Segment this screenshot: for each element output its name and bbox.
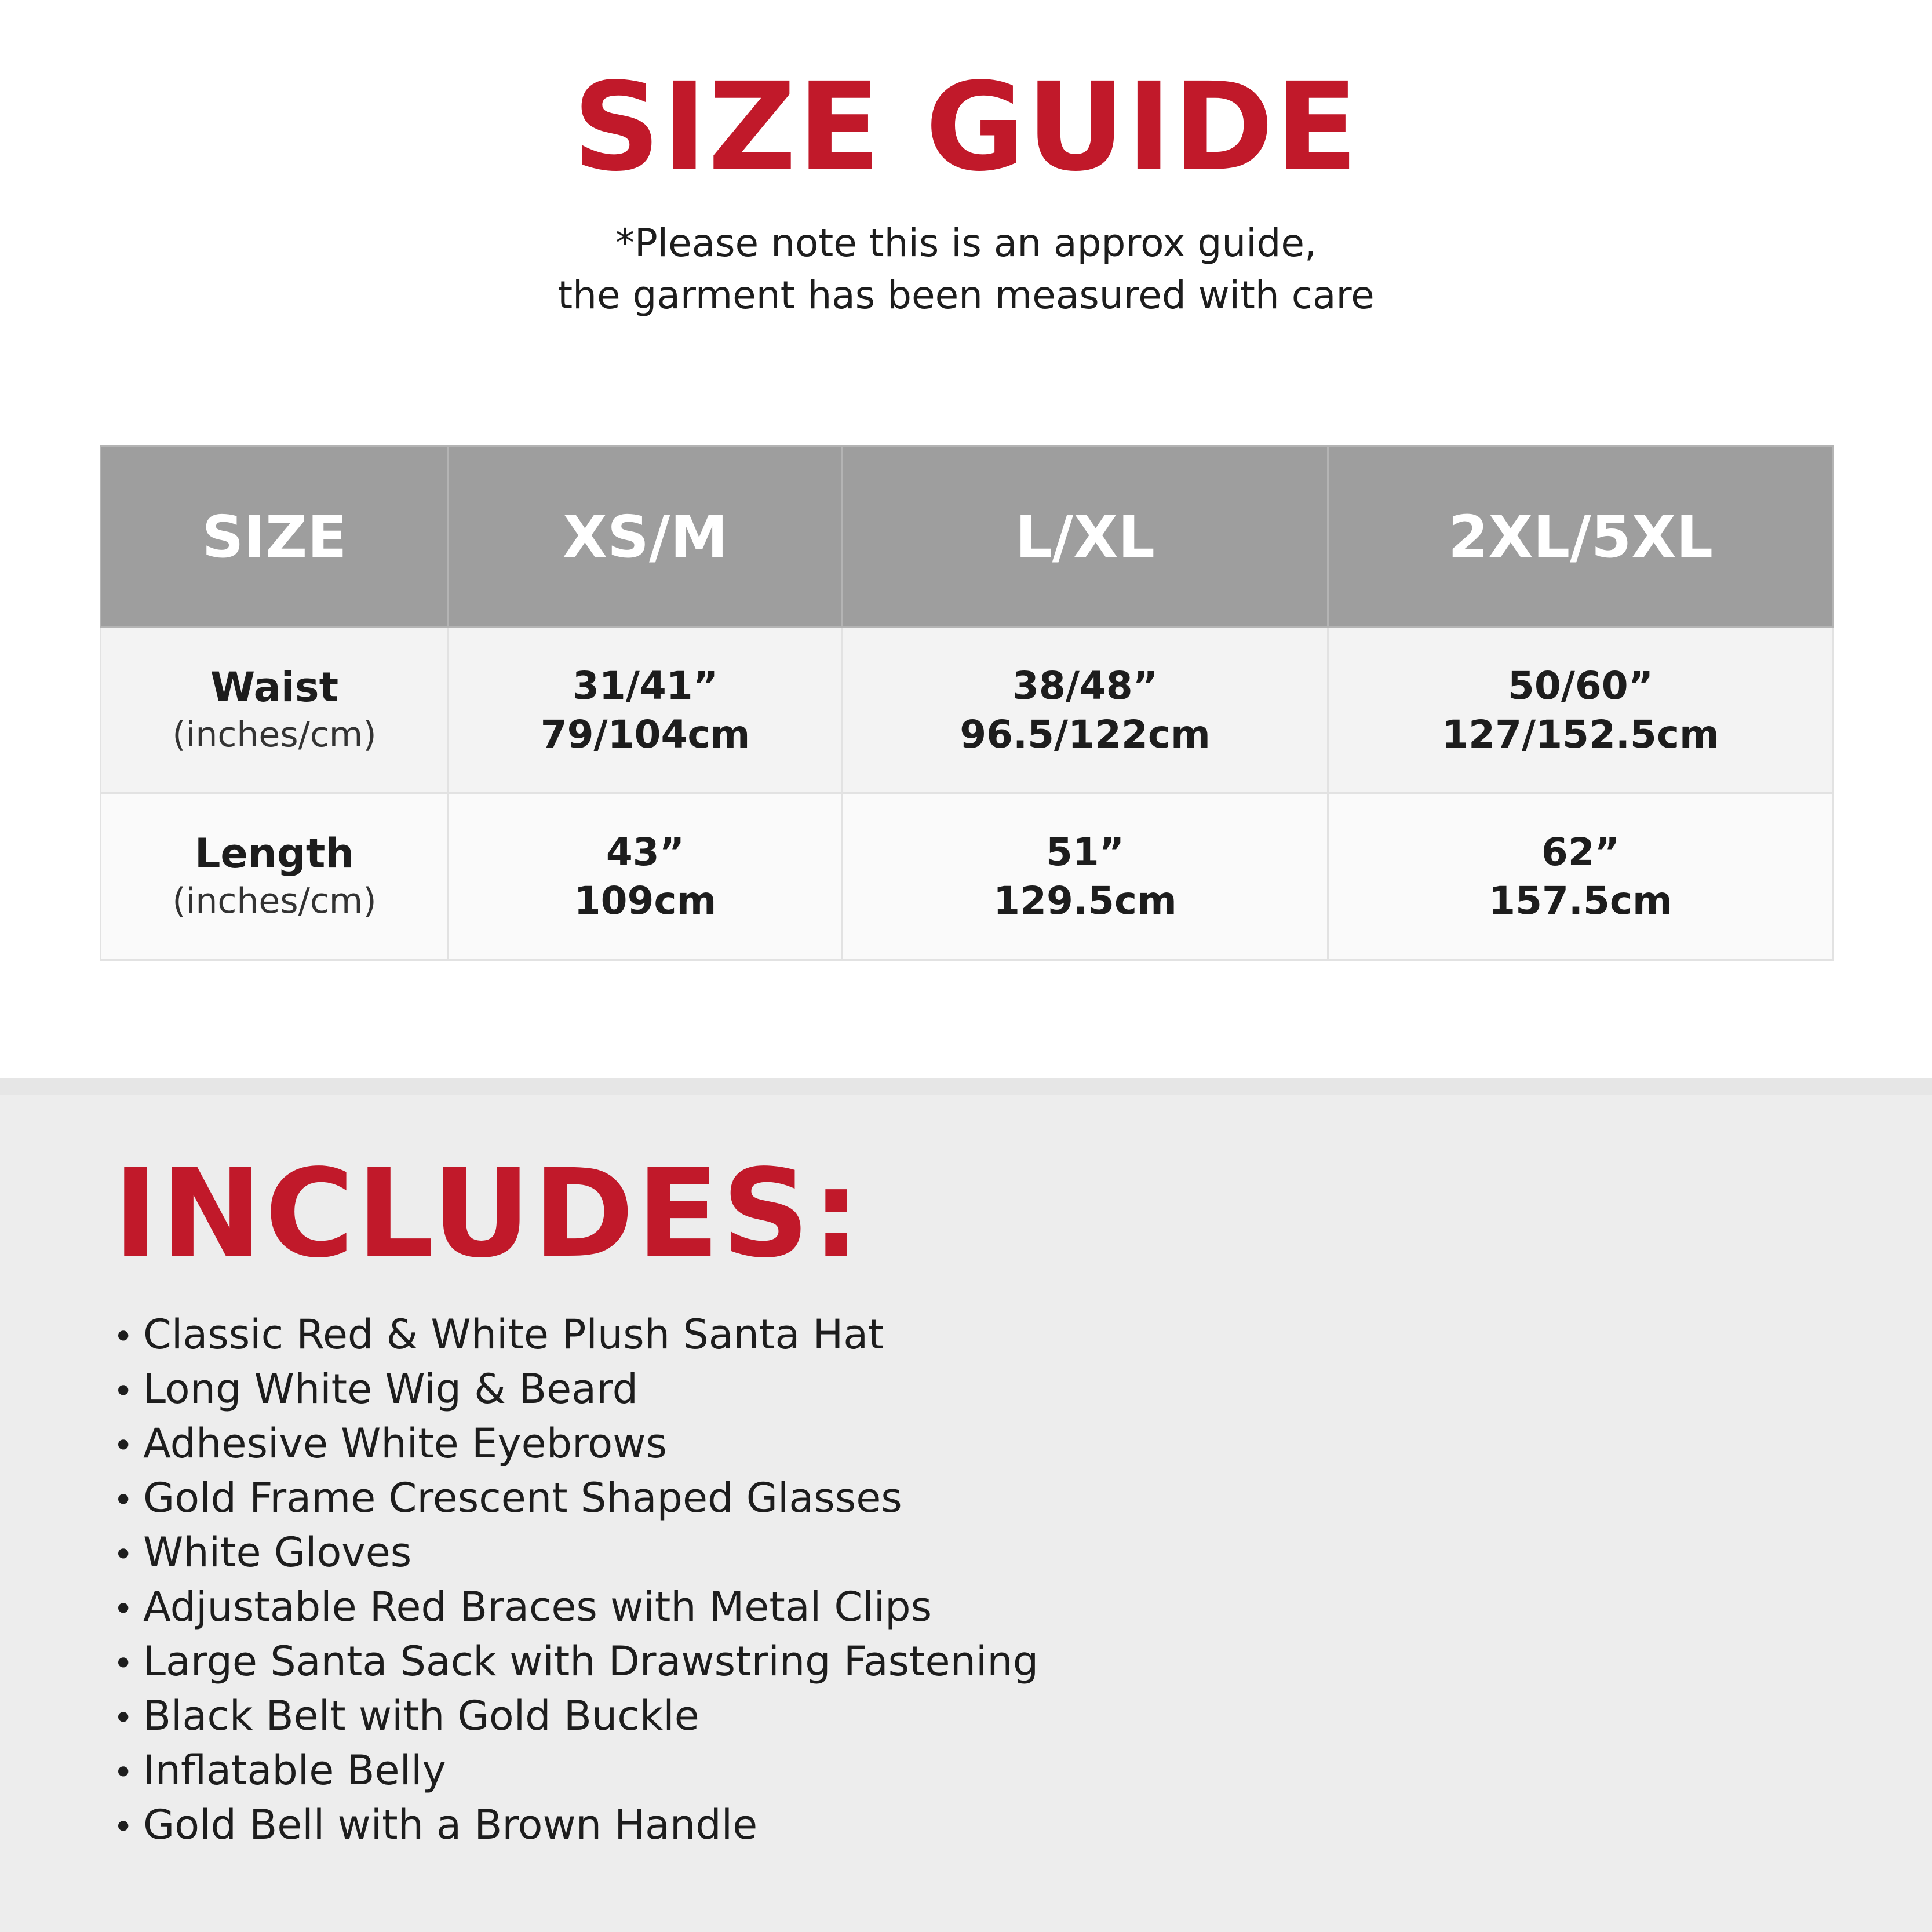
- bullet-icon: •: [113, 1317, 134, 1357]
- page-title: SIZE GUIDE: [573, 56, 1359, 198]
- cell-cm: 129.5cm: [993, 878, 1177, 923]
- list-item: [113, 1744, 1851, 1799]
- row-label: Length: [194, 829, 355, 877]
- cell-inches: 51”: [1045, 829, 1125, 874]
- table-row-waist: [101, 628, 1833, 793]
- cell-cm: 157.5cm: [1489, 878, 1672, 923]
- cell-cm: 109cm: [574, 878, 717, 923]
- bullet-icon: •: [113, 1371, 134, 1412]
- bullet-icon: •: [113, 1752, 134, 1793]
- bullet-icon: •: [113, 1807, 134, 1847]
- table-header-row: [101, 446, 1833, 628]
- list-item: [113, 1635, 1851, 1690]
- bullet-icon: •: [113, 1698, 134, 1738]
- bullet-icon: •: [113, 1534, 134, 1575]
- size-note: [0, 217, 1932, 322]
- size-note-line-1: *Please note this is an approx guide,: [615, 221, 1317, 265]
- list-item: [113, 1472, 1851, 1526]
- bullet-icon: •: [113, 1426, 134, 1466]
- table-cell: [843, 793, 1328, 960]
- header-xs-m: XS/M: [449, 446, 843, 628]
- list-item-text: Large Santa Sack with Drawstring Fastening: [143, 1638, 1039, 1685]
- cell-inches: 31/41”: [572, 663, 719, 708]
- cell-cm: 127/152.5cm: [1442, 712, 1719, 757]
- list-item-text: Gold Frame Crescent Shaped Glasses: [143, 1474, 902, 1522]
- list-item-text: Classic Red & White Plush Santa Hat: [143, 1311, 884, 1358]
- list-item-text: Black Belt with Gold Buckle: [143, 1692, 699, 1740]
- bullet-icon: •: [113, 1480, 134, 1521]
- list-item-text: Long White Wig & Beard: [143, 1365, 639, 1413]
- cell-inches: 43”: [606, 829, 685, 874]
- table-cell: [1328, 793, 1833, 960]
- list-item: [113, 1581, 1851, 1635]
- table-row-length: [101, 793, 1833, 960]
- list-item: [113, 1526, 1851, 1581]
- list-item: [113, 1308, 1851, 1363]
- includes-title: INCLUDES:: [113, 1143, 863, 1285]
- header-size: SIZE: [101, 446, 449, 628]
- cell-cm: 96.5/122cm: [960, 712, 1211, 757]
- list-item: [113, 1363, 1851, 1417]
- row-label: Waist: [210, 663, 339, 711]
- size-table: [100, 445, 1834, 961]
- row-label-length: [101, 793, 449, 960]
- size-note-line-2: the garment has been measured with care: [557, 273, 1375, 318]
- table-cell: [1328, 628, 1833, 793]
- list-item-text: Inflatable Belly: [143, 1747, 446, 1794]
- list-item: [113, 1799, 1851, 1853]
- cell-inches: 38/48”: [1012, 663, 1158, 708]
- header-2xl-5xl: 2XL/5XL: [1328, 446, 1833, 628]
- table-cell: [843, 628, 1328, 793]
- bullet-icon: •: [113, 1643, 134, 1684]
- list-item-text: Adhesive White Eyebrows: [143, 1420, 667, 1467]
- list-item-text: Gold Bell with a Brown Handle: [143, 1801, 758, 1849]
- cell-cm: 79/104cm: [540, 712, 750, 757]
- bullet-icon: •: [113, 1589, 134, 1630]
- table-cell: [449, 628, 843, 793]
- row-unit: (inches/cm): [172, 880, 377, 921]
- cell-inches: 50/60”: [1507, 663, 1654, 708]
- cell-inches: 62”: [1541, 829, 1620, 874]
- table-cell: [449, 793, 843, 960]
- list-item-text: Adjustable Red Braces with Metal Clips: [143, 1583, 932, 1631]
- row-label-waist: [101, 628, 449, 793]
- list-item-text: White Gloves: [143, 1529, 412, 1576]
- list-item: [113, 1690, 1851, 1744]
- includes-list: [113, 1308, 1851, 1853]
- row-unit: (inches/cm): [172, 714, 377, 755]
- header-l-xl: L/XL: [843, 446, 1328, 628]
- list-item: [113, 1417, 1851, 1472]
